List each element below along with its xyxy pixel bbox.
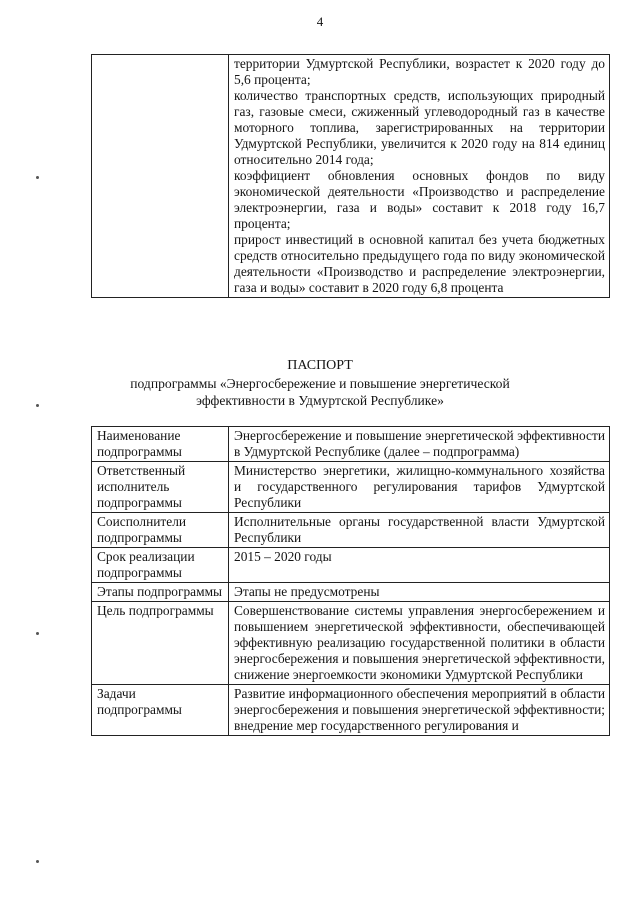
table-row xyxy=(92,513,610,548)
row-label: Соисполнители подпрограммы xyxy=(92,513,229,548)
row-label: Срок реализации подпрограммы xyxy=(92,548,229,583)
row-label: Цель подпрограммы xyxy=(92,602,229,685)
row-value: Энергосбережение и повышение энергетической эффективности в Удмуртской Республике (далее – подпрограмма) xyxy=(229,427,610,462)
indicators-cell xyxy=(229,55,610,298)
table-row xyxy=(92,548,610,583)
row-label: Этапы подпрограммы xyxy=(92,583,229,602)
indicator-paragraph: количество транспортных средств, использующих природный газ, газовые смеси, сжиженный углеводородный газ в качестве моторного топлива, зарегистрированных на территории Удмуртской Республики, увеличится к 2020 году на 814 единиц относительно 2014 года; xyxy=(234,88,605,167)
passport-subtitle xyxy=(0,375,640,409)
indicator-paragraph: прирост инвестиций в основной капитал без учета бюджетных средств относительно предыдущего года по виду экономической деятельности «Производство и распределение электроэнергии, газа и воды» составит в 2020 году 6,8 процента xyxy=(234,232,605,295)
row-value: Министерство энергетики, жилищно-коммунального хозяйства и государственного регулирования тарифов Удмуртской Республики xyxy=(229,462,610,513)
task-paragraph: внедрение мер государственного регулирования и xyxy=(234,718,519,733)
passport-subtitle-line: подпрограммы «Энергосбережение и повышение энергетической xyxy=(130,376,510,391)
table-row xyxy=(92,462,610,513)
row-value: Совершенствование системы управления энергосбережением и повышением энергетической эффективности, обеспечивающей эффективную реализацию государственной политики в области энергосбережения и повышения энергетической эффективности, снижение энергоемкости экономики Удмуртской Республики xyxy=(229,602,610,685)
passport-table xyxy=(91,426,610,736)
table-row xyxy=(92,583,610,602)
scan-speck xyxy=(36,860,39,863)
indicator-paragraph: коэффициент обновления основных фондов по виду экономической деятельности «Производство и распределение электроэнергии, газа и воды» составит к 2018 году 16,7 процента; xyxy=(234,168,605,231)
row-label: Наименование подпрограммы xyxy=(92,427,229,462)
indicator-paragraph: территории Удмуртской Республики, возрастет к 2020 году до 5,6 процента; xyxy=(234,56,605,87)
scan-speck xyxy=(36,404,39,407)
empty-label-cell xyxy=(92,55,229,298)
passport-title: ПАСПОРТ xyxy=(287,358,353,373)
table-row xyxy=(92,685,610,736)
row-label: Задачи подпрограммы xyxy=(92,685,229,736)
row-value xyxy=(229,685,610,736)
passport-subtitle-line: эффективности в Удмуртской Республике» xyxy=(196,393,444,408)
table-row xyxy=(92,427,610,462)
page-number: 4 xyxy=(316,14,324,29)
row-value: Исполнительные органы государственной власти Удмуртской Республики xyxy=(229,513,610,548)
scan-speck xyxy=(36,632,39,635)
row-value: Этапы не предусмотрены xyxy=(229,583,610,602)
table-row xyxy=(92,602,610,685)
continued-table xyxy=(91,54,610,298)
scan-speck xyxy=(36,176,39,179)
table-row xyxy=(92,55,610,298)
row-label: Ответственный исполнитель подпрограммы xyxy=(92,462,229,513)
task-paragraph: Развитие информационного обеспечения мероприятий в области энергосбережения и повышения энергетической эффективности; xyxy=(234,686,605,717)
row-value: 2015 – 2020 годы xyxy=(229,548,610,583)
